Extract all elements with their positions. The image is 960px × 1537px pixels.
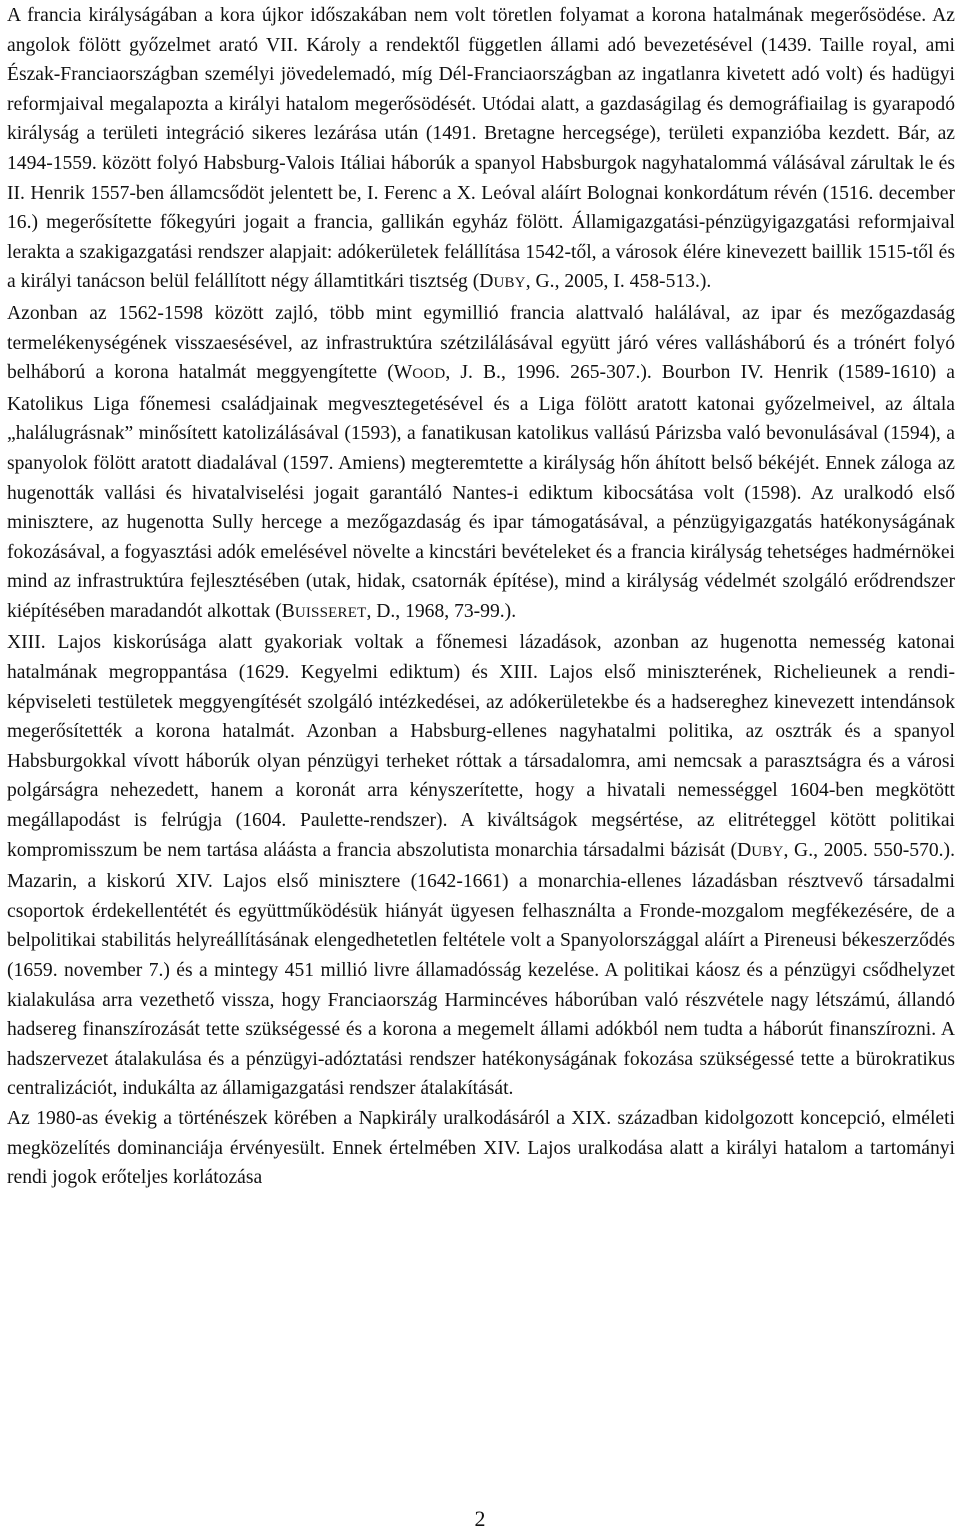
paragraph-text: XIII. Lajos kiskorúsága alatt gyakoriak voltak a főnemesi lázadások, azonban az hugenotta nemesség katonai hatalmának megroppantása (1629. Kegyelmi ediktum) és XIII. Lajos első miniszterének, Richelieunek a rendi-képviseleti testületek meggyengítését szolgáló intézkedései, az adókerületekbe és a hadsereghez kinevezett intendánsok megerősítették a korona hatalmát. Azonban a Habsburg-ellenes nagyhatalmi politika, az osztrák és a spanyol Habsburgokkal vívott háborúk olyan pénzügyi terheket róttak a társadalomra, ami nemcsak a parasztságra és a városi polgárságra nehezedett, hanem a koronát arra kényszerítette, hogy a hivatali nemességgel 1604-ben megkötött megállapodást is felrúgja (1604. Paulette-rendszer). A kiváltságok megsértése, az elitréteggel kötött politikai kompromisszum be nem tartása aláásta a francia abszolutista monarchia társadalmi bázisát (D	[7, 632, 955, 861]
paragraph-text: , J. B., 1996. 265-307.). Bourbon IV. Henrik (1589-1610) a Katolikus Liga főnemesi családjainak megvesztegetésével és a Liga fölött aratott katonai győzelmeivel, az általa „halálugrásnak” minősített katolizálásával (1593), a fanatikusan katolikus vallású Párizsba való bevonulásával (1594), a spanyolok fölött aratott diadalával (1597. Amiens) megteremtette a királyság hőn áhított belső békéjét. Ennek záloga az hugenották vallási és hivatalviselési jogait garantáló Nantes-i ediktum kibocsátása volt (1598). Az uralkodó első minisztere, az hugenotta Sully hercege a mezőgazdaság és ipar támogatásával, a pénzügyigazgatás hatékonyságának fokozásával, a fogyasztási adók emelésével növelte a kincstári bevételeket és a francia királyság tehetséges hadmérnökei mind az infrastruktúra fejlesztésében (utak, hidak, csatornák építése), mind a királyság védelmét szolgáló erődrendszer kiépítésében maradandót alkottak (B	[7, 362, 955, 622]
paragraph-text: Azonban az 1562-1598 között zajló, több mint egymillió francia alattvaló halálával, az ipar és mezőgazdaság termelékenységének visszaesésével, az infrastruktúra szétzilálásával együtt járó véres vallásháború és a trónért folyó belháború a korona hatalmát meggyengítette (W	[7, 302, 955, 384]
citation-author-small-caps: UBY	[751, 843, 784, 860]
paragraph-wars-of-religion	[7, 299, 955, 629]
paragraph-text: A francia királyságában a kora újkor időszakában nem volt töretlen folyamat a korona hatalmának megerősödése. Az angolok fölött győzelmet arató VII. Károly a rendektől független állami adó bevezetésével (1439. Taille royal, ami Észak-Franciaországban személyi jövedelemadó, míg Dél-Franciaországban az ingatlanra kivetett adó volt) és hadügyi reformjaival megalapozta a királyi hatalom megerősödését. Utódai alatt, a gazdaságilag és demográfiailag is gyarapodó királyság a területi integráció sikeres lezárása után (1491. Bretagne hercegsége), területi expanzióba kezdett. Bár, az 1494-1559. között folyó Habsburg-Valois Itáliai háborúk a spanyol Habsburgok nagyhatalommá válásával zárultak le és II. Henrik 1557-ben államcsődöt jelentett be, I. Ferenc a X. Leóval aláírt Bolognai konkordátum révén (1516. december 16.) megerősítette főkegyúri jogait a francia, gallikán egyház fölött. Államigazgatási-pénzügyigazgatási reformjaival lerakta a szakigazgatási rendszer alapjait: adókerületek felállítása 1542-től, a városok élére kinevezett baillik 1515-től és a királyi tanácson belül felállított négy államtitkári tisztség (D	[7, 5, 955, 293]
paragraph-text: , D., 1968, 73-99.).	[366, 600, 517, 622]
document-page	[7, 1, 955, 1193]
citation-author-small-caps: OOD	[412, 366, 446, 383]
citation-author-small-caps: UBY	[493, 275, 526, 292]
page-number: 2	[474, 1506, 486, 1531]
paragraph-text: , G., 2005, I. 458-513.).	[525, 271, 712, 293]
paragraph-historiography-sun-king	[7, 1104, 955, 1193]
paragraph-french-monarchy-strengthening	[7, 1, 955, 299]
paragraph-louis-xiii-richelieu-mazarin	[7, 628, 955, 1104]
paragraph-text: Az 1980-as évekig a történészek körében a Napkirály uralkodásáról a XIX. században kidolgozott koncepció, elméleti megközelítés dominanciája érvényesült. Ennek értelmében XIV. Lajos uralkodása alatt a királyi hatalom a tartományi rendi jogok erőteljes korlátozása	[7, 1107, 955, 1189]
paragraph-text: , G., 2005. 550-570.). Mazarin, a kiskorú XIV. Lajos első minisztere (1642-1661) a monarchia-ellenes lázadásban résztvevő társadalmi csoportok érdekellentétét és együttműködésük hiányát ügyesen felhasználta a Fronde-mozgalom megfékezésére, de a belpolitikai stabilitás helyreállításának elengedhetetlen feltétele volt a Spanyolországgal aláírt a Pireneusi békeszerződés (1659. november 7.) és a mintegy 451 millió livre államadósság kezelése. A politikai káosz és a pénzügyi csődhelyzet kialakulása arra vezethető vissza, hogy Franciaország Harmincéves háborúban való részvétele nagy létszámú, állandó hadsereg finanszírozását tette szükségessé és a korona a megemelt állami adókból nem tudta a háborút finanszírozni. A hadszervezet átalakulása és a pénzügyi-adóztatási rendszer hatékonyságának fokozása szükségessé tette a bürokratikus centralizációt, indukálta az államigazgatási rendszer átalakítását.	[7, 839, 955, 1100]
citation-author-small-caps: UISSERET	[294, 604, 367, 621]
